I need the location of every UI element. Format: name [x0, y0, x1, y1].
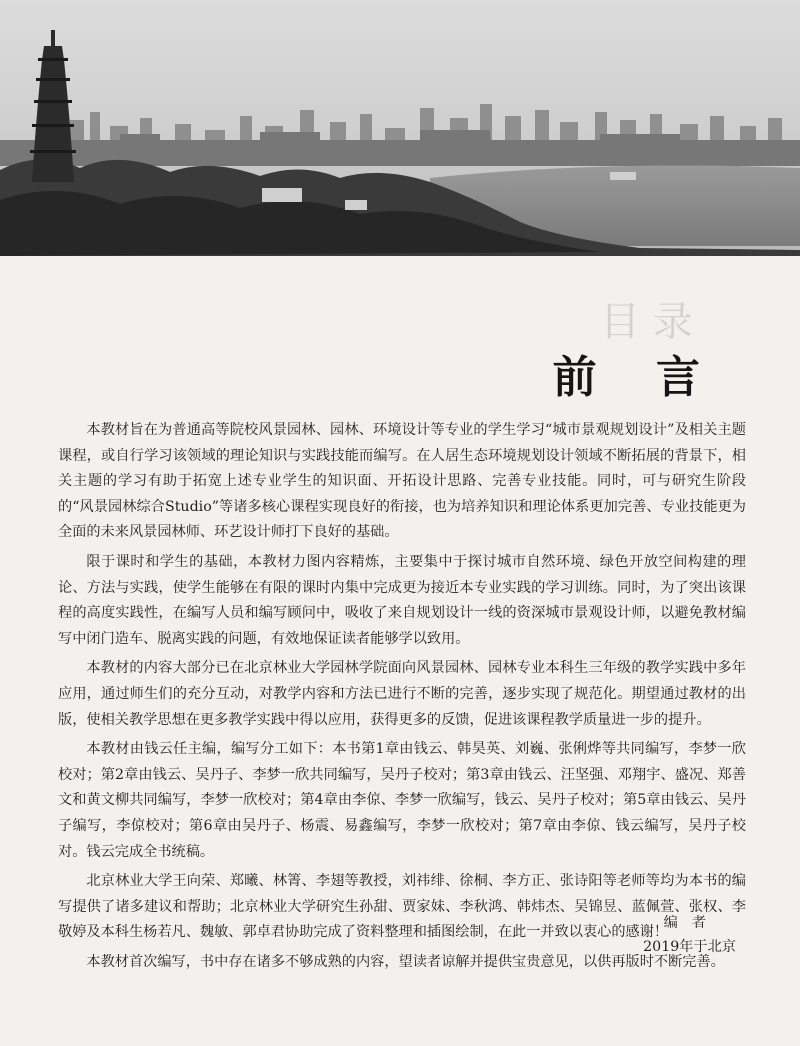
preface-body — [58, 418, 746, 979]
paragraph: 本教材由钱云任主编，编写分工如下：本书第1章由钱云、韩昊英、刘巍、张俐烨等共同编写，李梦一欣校对；第2章由钱云、吴丹子、李梦一欣共同编写，吴丹子校对；第3章由钱云、汪坚强、邓翔宇、盛况、郑善文和黄文柳共同编写，李梦一欣校对；第4章由李倞、李梦一欣编写，钱云、吴丹子校对；第5章由钱云、吴丹子编写，李倞校对；第6章由吴丹子、杨震、易鑫编写，李梦一欣校对；第7章由李倞、钱云编写，吴丹子校对。钱云完成全书统稿。 — [58, 741, 746, 860]
paragraph: 北京林业大学王向荣、郑曦、林箐、李翅等教授，刘祎绯、徐桐、李方正、张诗阳等老师等均为本书的编写提供了诸多建议和帮助；北京林业大学研究生孙甜、贾家妹、李秋鸿、韩炜杰、吴锦昱、蓝佩萱、张权、李敬婷及本科生杨若凡、魏敏、郭卓君协助完成了资料整理和插图绘制，在此一并致以衷心的感谢！ — [58, 873, 746, 941]
paragraph: 本教材首次编写，书中存在诸多不够成熟的内容，望读者谅解并提供宝贵意见，以供再版时不断完善。 — [86, 953, 725, 970]
signature-role: 编者 — [663, 915, 720, 931]
bleed-through-text: 目 录 — [600, 299, 693, 345]
header-photo — [0, 0, 800, 256]
paragraph: 本教材旨在为普通高等院校风景园林、园林、环境设计等专业的学生学习“城市景观规划设计”及相关主题课程，或自行学习该领域的理论知识与实践技能而编写。在人居生态环境规划设计领域不断拓展的背景下，相关主题的学习有助于拓宽上述专业学生的知识面、开拓设计思路、完善专业技能。同时，可与研究生阶段的“风景园林综合Studio”等诸多核心课程实现良好的衔接，也为培养知识和理论体系更加完善、专业技能更为全面的未来风景园林师、环艺设计师打下良好的基础。 — [58, 422, 746, 541]
page-title: 前 言 — [552, 352, 722, 404]
city-skyline-illustration — [0, 0, 800, 256]
paragraph: 限于课时和学生的基础，本教材力图内容精炼，主要集中于探讨城市自然环境、绿色开放空间构建的理论、方法与实践，使学生能够在有限的课时内集中完成更为接近本专业实践的学习训练。同时，为了突出该课程的高度实践性，在编写人员和编写顾问中，吸收了来自规划设计一线的资深城市景观设计师，以避免教材编写中闭门造车、脱离实践的问题，有效地保证读者能够学以致用。 — [58, 553, 746, 647]
paragraph: 本教材的内容大部分已在北京林业大学园林学院面向风景园林、园林专业本科生三年级的教学实践中多年应用，通过师生们的充分互动，对教学内容和方法已进行不断的完善，逐步实现了规范化。期望通过教材的出版，使相关教学思想在更多教学实践中得以应用，获得更多的反馈，促进该课程教学质量进一步的提升。 — [58, 660, 746, 728]
signature-date: 2019年于北京 — [643, 939, 736, 955]
